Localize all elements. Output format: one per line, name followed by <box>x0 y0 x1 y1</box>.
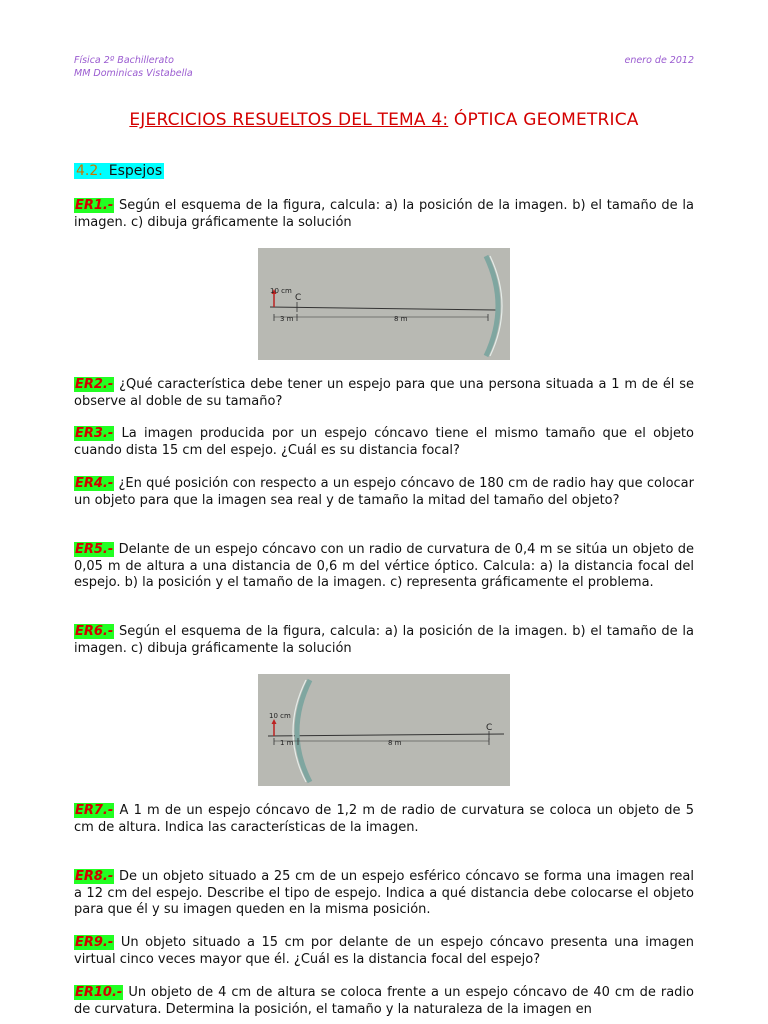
title-part1: EJERCICIOS RESUELTOS DEL TEMA 4: <box>129 110 449 130</box>
exercise-tag: ER3.- <box>75 426 114 441</box>
figure-1-svg <box>258 248 510 360</box>
distance-label-2: 8 m <box>388 739 402 747</box>
object-height-label: 10 cm <box>269 712 291 720</box>
exercise-text: De un objeto situado a 25 cm de un espejo esférico cóncavo se forma una imagen real a 12 cm del espejo. Describe el tipo de espejo. Indica a qué distancia debe colocarse el objeto para que él y su imagen queden en la misma posición. <box>74 869 694 917</box>
distance-label-2: 8 m <box>394 315 408 323</box>
exercise-tag: ER10.- <box>75 985 123 1000</box>
header-left <box>74 54 193 80</box>
exercise-er6 <box>74 624 694 657</box>
figure-2-svg <box>258 674 510 786</box>
exercise-tag: ER4.- <box>75 476 114 491</box>
exercise-tag: ER2.- <box>75 377 114 392</box>
exercise-text: Delante de un espejo cóncavo con un radio de curvatura de 0,4 m se sitúa un objeto de 0,05 m de altura a una distancia de 0,6 m del vértice óptico. Calcula: a) la distancia focal del espejo. b) la posición y el tamaño de la imagen. c) representa gráficamente el problema. <box>74 542 694 590</box>
exercise-er2 <box>74 377 694 410</box>
header-date: enero de 2012 <box>624 55 694 66</box>
figure-2-mirror-diagram <box>258 674 510 786</box>
exercise-text: A 1 m de un espejo cóncavo de 1,2 m de radio de curvatura se coloca un objeto de 5 cm de altura. Indica las características de la imagen. <box>74 803 694 835</box>
exercise-er4 <box>74 476 694 509</box>
exercise-text: Según el esquema de la figura, calcula: a) la posición de la imagen. b) el tamaño de la imagen. c) dibuja gráficamente la solución <box>74 624 694 656</box>
section-name: Espejos <box>105 163 164 179</box>
section-number: 4.2. <box>76 163 103 179</box>
exercise-tag: ER6.- <box>75 624 114 639</box>
distance-label-1: 1 m <box>280 739 294 747</box>
exercise-er3 <box>74 426 694 459</box>
section-heading <box>74 163 164 179</box>
page-title <box>0 110 768 130</box>
exercise-er7 <box>74 803 694 836</box>
center-label: C <box>295 293 302 303</box>
exercise-text: Un objeto de 4 cm de altura se coloca frente a un espejo cóncavo de 40 cm de radio de curvatura. Determina la posición, el tamaño y la naturaleza de la imagen en <box>74 985 694 1017</box>
object-height-label: 10 cm <box>270 287 292 295</box>
exercise-text: ¿En qué posición con respecto a un espejo cóncavo de 180 cm de radio hay que colocar un objeto para que la imagen sea real y de tamaño la mitad del tamaño del objeto? <box>74 476 694 508</box>
exercise-er8 <box>74 869 694 919</box>
exercise-er9 <box>74 935 694 968</box>
exercise-tag: ER8.- <box>75 869 114 884</box>
exercise-text: ¿Qué característica debe tener un espejo para que una persona situada a 1 m de él se observe al doble de su tamaño? <box>74 377 694 409</box>
exercise-er1 <box>74 198 694 231</box>
exercise-er5 <box>74 542 694 592</box>
exercise-text: Un objeto situado a 15 cm por delante de un espejo cóncavo presenta una imagen virtual cinco veces mayor que él. ¿Cuál es la distancia focal del espejo? <box>74 935 694 967</box>
center-label: C <box>486 723 493 733</box>
exercise-tag: ER5.- <box>75 542 114 557</box>
header-school: MM Dominicas Vistabella <box>74 68 193 79</box>
title-part2: ÓPTICA GEOMETRICA <box>453 110 639 130</box>
figure-1-mirror-diagram <box>258 248 510 360</box>
exercise-tag: ER1.- <box>75 198 114 213</box>
exercise-text: Según el esquema de la figura, calcula: a) la posición de la imagen. b) el tamaño de la imagen. c) dibuja gráficamente la solución <box>74 198 694 230</box>
exercise-tag: ER9.- <box>75 935 114 950</box>
header-course: Física 2º Bachillerato <box>74 55 174 66</box>
exercise-tag: ER7.- <box>75 803 114 818</box>
distance-label-1: 3 m <box>280 315 294 323</box>
exercise-er10 <box>74 985 694 1018</box>
exercise-text: La imagen producida por un espejo cóncavo tiene el mismo tamaño que el objeto cuando dista 15 cm del espejo. ¿Cuál es su distancia focal? <box>74 426 694 458</box>
